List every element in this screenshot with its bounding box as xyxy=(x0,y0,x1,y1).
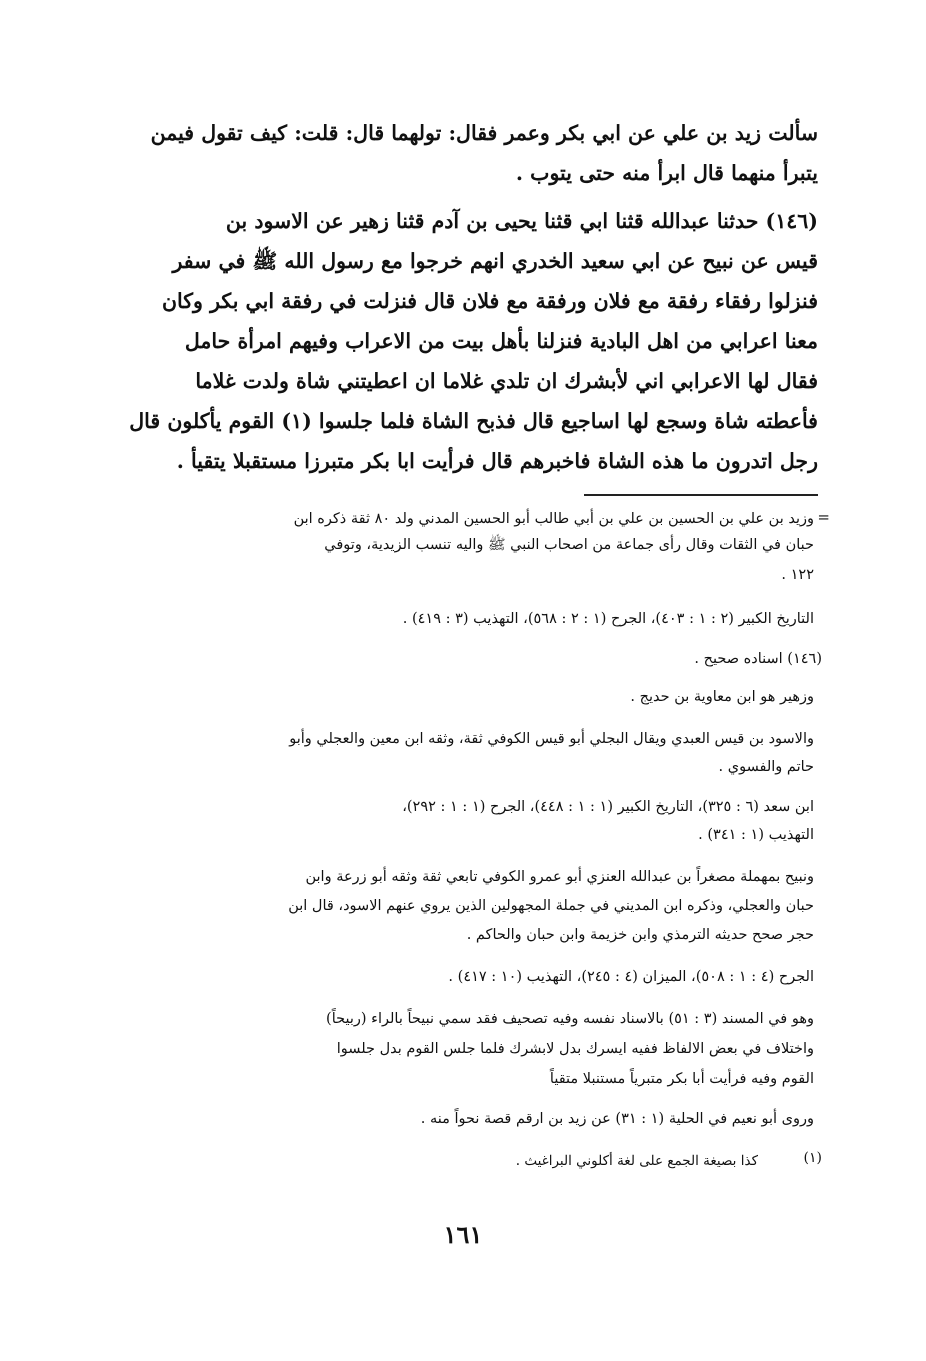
main-text-line: (١٤٦) حدثنا عبدالله قثنا ابي قثنا يحيى بن آدم قثنا زهير عن الاسود بن xyxy=(225,209,818,233)
continuation-marker: = xyxy=(817,508,830,526)
main-text-line: فقال لها الاعرابي اني لأبشرك ان تلدي غلاما ان اعطيتني شاة ولدت غلاما xyxy=(195,369,818,393)
main-text-line: رجل اتدرون ما هذه الشاة فاخبرهم قال فرأيت ابا بكر متبرزا مستقبلا يتقيأ . xyxy=(176,449,818,473)
footnote-line: وروى أبو نعيم في الحلية (١ : ٣١) عن زيد بن ارقم قصة نحواً منه . xyxy=(420,1111,814,1127)
footnote-line: ونبيح بمهملة مصغراً بن عبدالله العنزي أبو عمرو الكوفي تابعي ثقة وثقه أبو زرعة وابن xyxy=(305,869,814,885)
main-text-line: يتبرأ منهما قال ابرأ منه حتى يتوب . xyxy=(515,161,818,185)
footnote-line: ١٢٢ . xyxy=(781,567,814,583)
main-text-line: قيس عن نبيح عن ابي سعيد الخدري انهم خرجوا مع رسول الله ﷺ في سفر xyxy=(172,249,818,273)
footnote-line: وزهير هو ابن معاوية بن حديج . xyxy=(630,689,814,705)
footnote-line: وزيد بن علي بن الحسين بن علي بن أبي طالب أبو الحسين المدني ولد ٨٠ ثقة ذكره ابن xyxy=(293,511,814,527)
footnote-line: التاريخ الكبير (٢ : ١ : ٤٠٣)، الجرح (١ : ٢ : ٥٦٨)، التهذيب (٣ : ٤١٩) . xyxy=(402,611,814,627)
footnote-line: والاسود بن قيس العبدي ويقال البجلي أبو قيس الكوفي ثقة، وثقه ابن معين والعجلي وأبو xyxy=(289,731,814,747)
footnote-line: الجرح (٤ : ١ : ٥٠٨)، الميزان (٤ : ٢٤٥)، التهذيب (١٠ : ٤١٧) . xyxy=(448,969,814,985)
footnote-line: ابن سعد (٦ : ٣٢٥)، التاريخ الكبير (١ : ١ : ٤٤٨)، الجرح (١ : ١ : ٢٩٢)، xyxy=(402,799,814,815)
footnote-line: وهو في المسند (٣ : ٥١) بالاسناد نفسه وفيه تصحيف فقد سمي نبيحاً بالراء (ربيحاً) xyxy=(326,1011,814,1027)
footnote-line: (١٤٦) اسناده صحيح . xyxy=(694,651,822,667)
footnote-line: التهذيب (١ : ٣٤١) . xyxy=(698,827,814,843)
main-text-line: فأعطته شاة وسجع لها اساجيع قال فذبح الشاة فلما جلسوا (١) القوم يأكلون قال xyxy=(129,409,818,433)
main-text-line: سألت زيد بن علي عن ابي بكر وعمر فقال: تولهما قال: قلت: كيف تقول فيمن xyxy=(150,121,818,145)
footnote-line: حاتم والفسوي . xyxy=(718,759,814,775)
footnote-line: حجر صحح حديثه الترمذي وابن خزيمة وابن حبان والحاكم . xyxy=(466,927,814,943)
page-number: ١٦١ xyxy=(443,1220,483,1249)
footnote-line: حبان والعجلي، وذكره ابن المديني في جملة المجهولين الذين يروي عنهم الاسود، قال ابن xyxy=(288,898,814,914)
main-text-line: معنا اعرابي من اهل البادية فنزلنا بأهل بيت من الاعراب وفيهم امرأة حامل xyxy=(184,329,818,353)
footnote-number: (١) xyxy=(803,1150,822,1166)
footnote-text: كذا بصيغة الجمع على لغة أكلوني البراغيث . xyxy=(515,1153,758,1169)
footnote-line: حبان في الثقات وقال رأى جماعة من اصحاب النبي ﷺ واليه تنسب الزيدية، وتوفي xyxy=(324,537,814,553)
main-text-line: فنزلوا رفقاء رفقة مع فلان ورفقة مع فلان قال فنزلت في رفقة ابي بكر وكان xyxy=(161,289,818,313)
footnote-separator xyxy=(584,494,818,496)
footnote-line: القوم وفيه فرأيت أبا بكر متبرياً مستنبلا متقياً xyxy=(549,1071,814,1087)
footnote-line: واختلاف في بعض الالفاظ ففيه ايسرك بدل لابشرك فلما جلس القوم بدل جلسوا xyxy=(336,1041,814,1057)
